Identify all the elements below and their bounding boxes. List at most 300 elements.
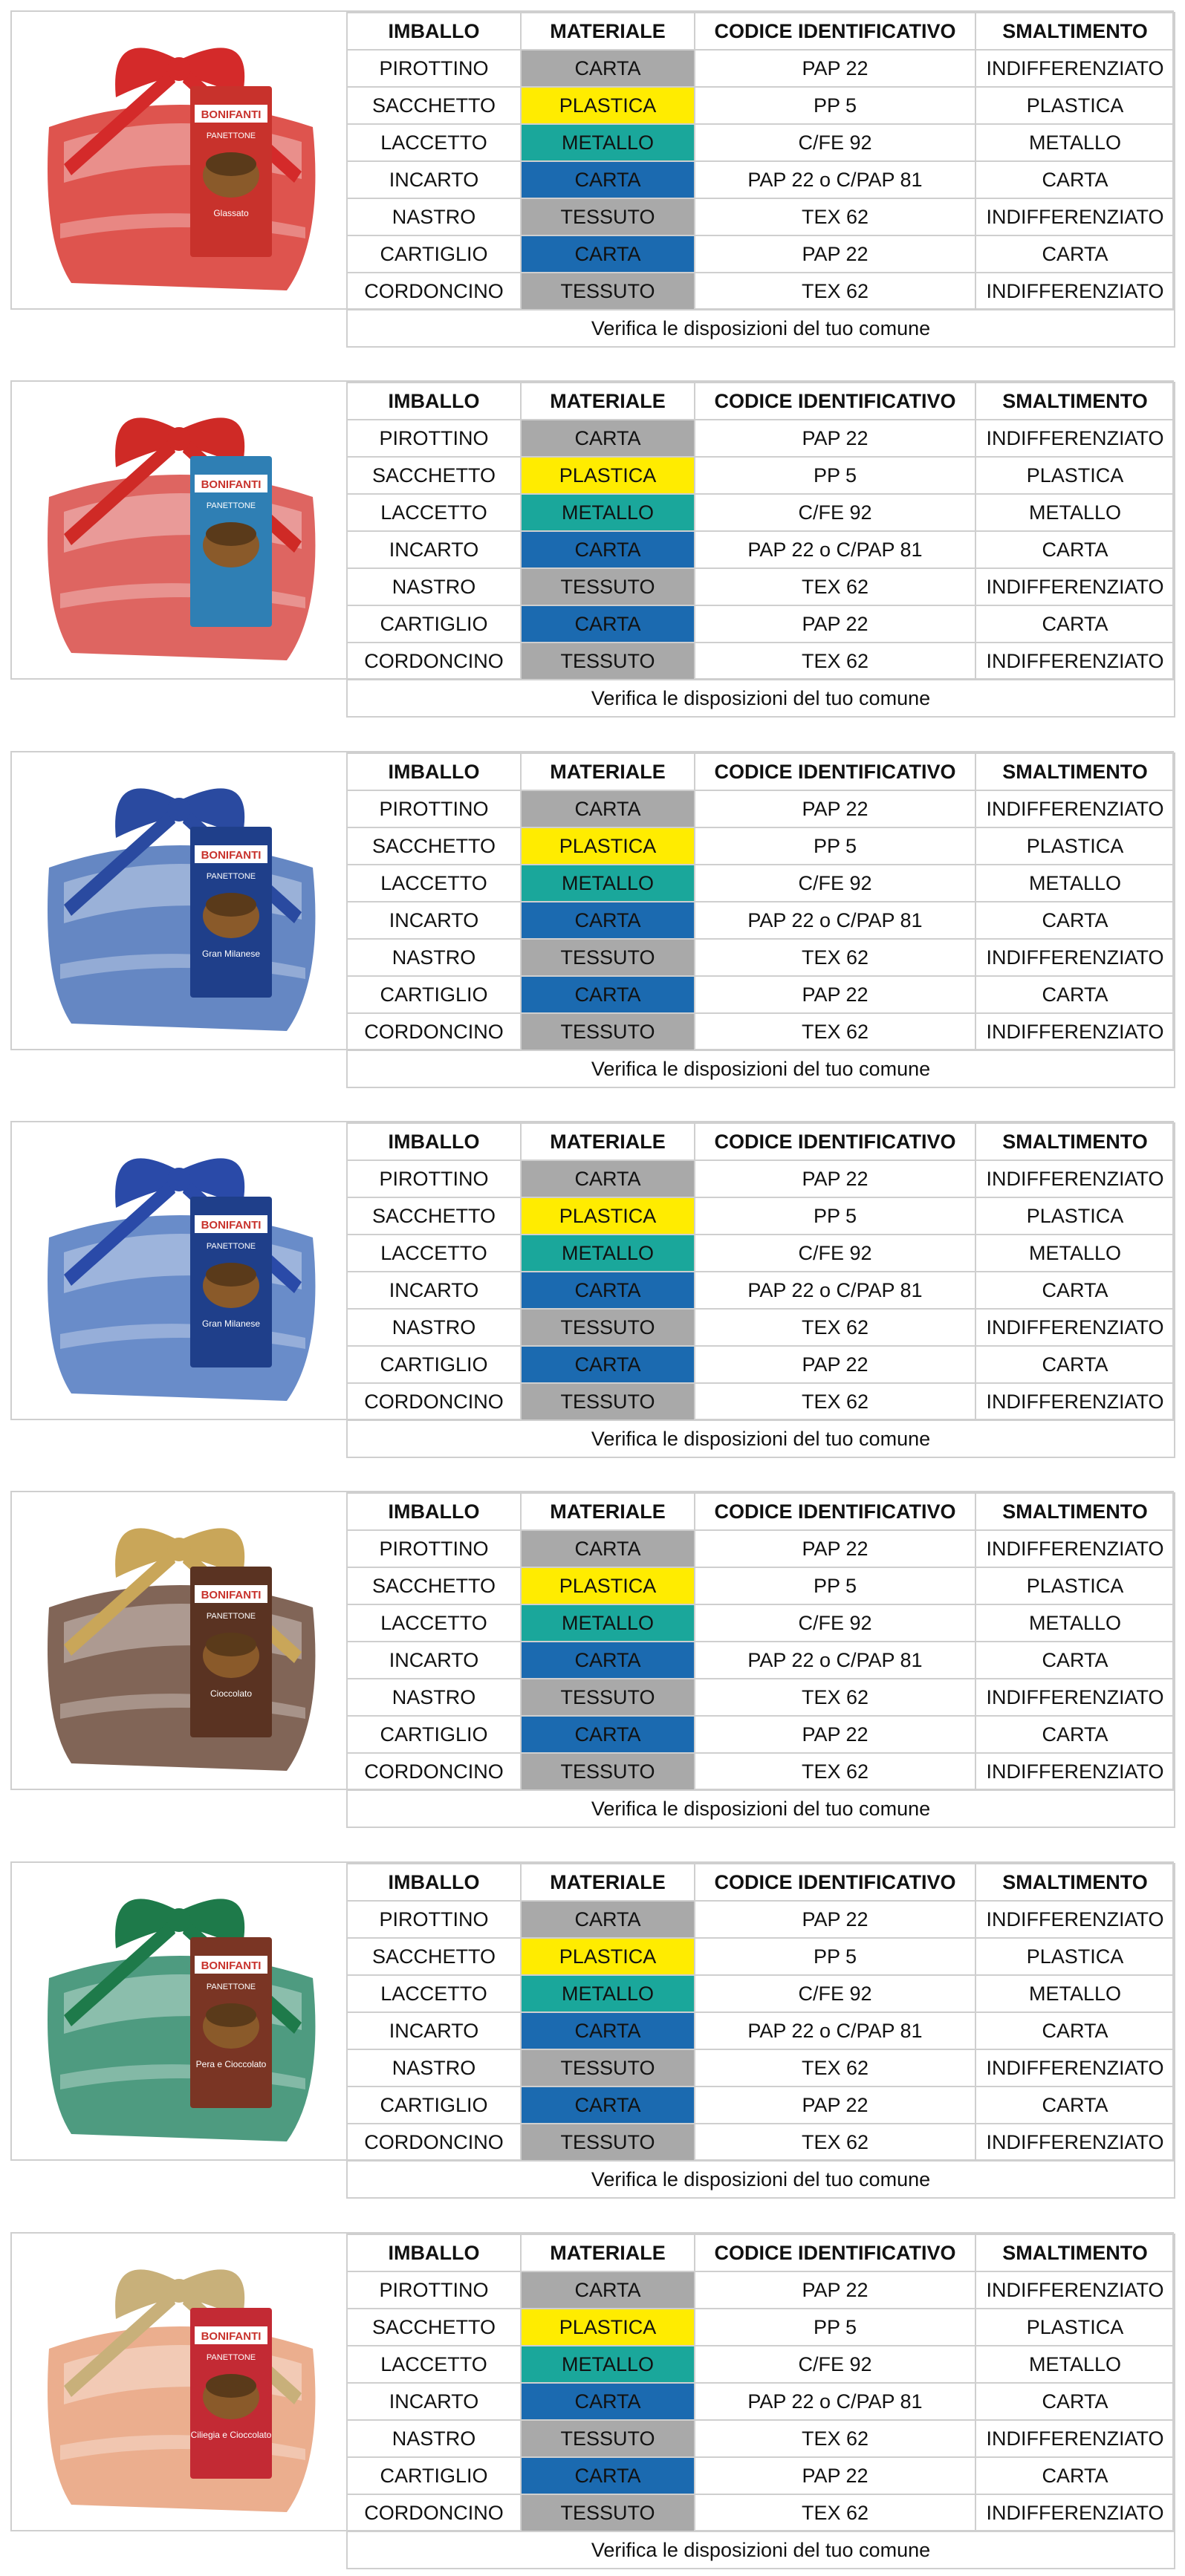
codice-cell: PAP 22: [695, 605, 975, 643]
imballo-cell: CORDONCINO: [347, 1383, 521, 1420]
imballo-cell: NASTRO: [347, 1679, 521, 1716]
column-header: IMBALLO: [347, 1123, 521, 1160]
materiale-cell: CARTA: [521, 2383, 695, 2420]
imballo-cell: CARTIGLIO: [347, 2457, 521, 2494]
table-row: [347, 1975, 1175, 2012]
smaltimento-cell: PLASTICA: [975, 2309, 1175, 2346]
materiale-cell: CARTA: [521, 2271, 695, 2309]
smaltimento-cell: INDIFFERENZIATO: [975, 1309, 1175, 1346]
imballo-cell: INCARTO: [347, 1642, 521, 1679]
materiale-cell: TESSUTO: [521, 198, 695, 235]
column-header: CODICE IDENTIFICATIVO: [695, 1864, 975, 1901]
materiale-cell: METALLO: [521, 1235, 695, 1272]
materiale-cell: TESSUTO: [521, 1383, 695, 1420]
imballo-cell: CARTIGLIO: [347, 1716, 521, 1753]
codice-cell: TEX 62: [695, 1679, 975, 1716]
imballo-cell: LACCETTO: [347, 2346, 521, 2383]
imballo-cell: CORDONCINO: [347, 2124, 521, 2161]
smaltimento-cell: CARTA: [975, 2457, 1175, 2494]
panettone-image: [12, 1122, 346, 1419]
materiale-cell: CARTA: [521, 605, 695, 643]
table-row: [347, 1642, 1175, 1679]
product-block: [10, 1861, 1174, 2190]
table-row: [347, 124, 1175, 161]
codice-cell: C/FE 92: [695, 865, 975, 902]
product-block: [10, 1121, 1174, 1450]
product-block: [10, 380, 1174, 709]
table-row: [347, 2309, 1175, 2346]
column-header: IMBALLO: [347, 1493, 521, 1530]
product-name-label: Cioccolato: [210, 1688, 253, 1699]
codice-cell: PAP 22: [695, 2087, 975, 2124]
imballo-cell: PIROTTINO: [347, 2271, 521, 2309]
imballo-cell: PIROTTINO: [347, 50, 521, 87]
table-row: [347, 1346, 1175, 1383]
brand-label: BONIFANTI: [201, 1588, 262, 1601]
smaltimento-cell: INDIFFERENZIATO: [975, 1383, 1175, 1420]
materiale-cell: TESSUTO: [521, 2420, 695, 2457]
column-header: SMALTIMENTO: [975, 383, 1175, 420]
footer-note: Verifica le disposizioni del tuo comune: [347, 1420, 1175, 1457]
codice-cell: PP 5: [695, 1938, 975, 1975]
imballo-cell: LACCETTO: [347, 865, 521, 902]
imballo-cell: CORDONCINO: [347, 1013, 521, 1050]
product-block: [10, 2232, 1174, 2561]
product-name-label: Gran Milanese: [201, 948, 261, 959]
column-header: MATERIALE: [521, 1493, 695, 1530]
product-block: [10, 10, 1174, 339]
materiale-cell: PLASTICA: [521, 2309, 695, 2346]
codice-cell: PAP 22: [695, 235, 975, 273]
imballo-cell: CORDONCINO: [347, 643, 521, 680]
table-row: [347, 235, 1175, 273]
codice-cell: PAP 22 o C/PAP 81: [695, 1272, 975, 1309]
footer-note: Verifica le disposizioni del tuo comune: [347, 2161, 1175, 2198]
table-header-row: [347, 1493, 1175, 1530]
table-row: [347, 1753, 1175, 1790]
materiale-cell: CARTA: [521, 1716, 695, 1753]
codice-cell: PP 5: [695, 457, 975, 494]
table-row: [347, 976, 1175, 1013]
table-header-row: [347, 13, 1175, 50]
imballo-cell: LACCETTO: [347, 494, 521, 531]
smaltimento-cell: CARTA: [975, 1272, 1175, 1309]
codice-cell: PAP 22: [695, 1160, 975, 1197]
smaltimento-cell: INDIFFERENZIATO: [975, 2271, 1175, 2309]
table-row: [347, 457, 1175, 494]
codice-cell: TEX 62: [695, 198, 975, 235]
table-row: [347, 605, 1175, 643]
smaltimento-cell: CARTA: [975, 902, 1175, 939]
imballo-cell: CARTIGLIO: [347, 976, 521, 1013]
column-header: MATERIALE: [521, 1123, 695, 1160]
codice-cell: PP 5: [695, 827, 975, 865]
smaltimento-cell: CARTA: [975, 605, 1175, 643]
table-header-row: [347, 1123, 1175, 1160]
smaltimento-cell: INDIFFERENZIATO: [975, 2494, 1175, 2531]
codice-cell: TEX 62: [695, 643, 975, 680]
smaltimento-cell: CARTA: [975, 161, 1175, 198]
packaging-table: [346, 1863, 1175, 2199]
panettone-image: [12, 752, 346, 1049]
materiale-cell: PLASTICA: [521, 1567, 695, 1604]
materiale-cell: METALLO: [521, 1975, 695, 2012]
brand-label: BONIFANTI: [201, 478, 262, 491]
imballo-cell: PIROTTINO: [347, 790, 521, 827]
column-header: IMBALLO: [347, 1864, 521, 1901]
table-row: [347, 1383, 1175, 1420]
codice-cell: C/FE 92: [695, 494, 975, 531]
materiale-cell: CARTA: [521, 1530, 695, 1567]
table-row: [347, 494, 1175, 531]
column-header: MATERIALE: [521, 1864, 695, 1901]
materiale-cell: CARTA: [521, 2457, 695, 2494]
table-row: [347, 1679, 1175, 1716]
imballo-cell: INCARTO: [347, 1272, 521, 1309]
column-header: IMBALLO: [347, 753, 521, 790]
imballo-cell: INCARTO: [347, 2383, 521, 2420]
table-row: [347, 902, 1175, 939]
imballo-cell: CORDONCINO: [347, 2494, 521, 2531]
codice-cell: PAP 22: [695, 2457, 975, 2494]
imballo-cell: CORDONCINO: [347, 273, 521, 310]
table-row: [347, 2457, 1175, 2494]
table-row: [347, 1197, 1175, 1235]
product-type-label: PANETTONE: [206, 1982, 256, 1991]
materiale-cell: CARTA: [521, 2087, 695, 2124]
footer-note: Verifica le disposizioni del tuo comune: [347, 310, 1175, 347]
smaltimento-cell: METALLO: [975, 1235, 1175, 1272]
table-row: [347, 1567, 1175, 1604]
codice-cell: C/FE 92: [695, 1235, 975, 1272]
smaltimento-cell: INDIFFERENZIATO: [975, 2420, 1175, 2457]
materiale-cell: TESSUTO: [521, 1309, 695, 1346]
smaltimento-cell: INDIFFERENZIATO: [975, 2049, 1175, 2087]
codice-cell: PAP 22: [695, 1346, 975, 1383]
codice-cell: TEX 62: [695, 1383, 975, 1420]
imballo-cell: NASTRO: [347, 198, 521, 235]
column-header: CODICE IDENTIFICATIVO: [695, 1123, 975, 1160]
materiale-cell: CARTA: [521, 902, 695, 939]
footer-note: Verifica le disposizioni del tuo comune: [347, 2531, 1175, 2569]
panettone-image: [12, 382, 346, 678]
materiale-cell: CARTA: [521, 2012, 695, 2049]
column-header: MATERIALE: [521, 753, 695, 790]
footer-note: Verifica le disposizioni del tuo comune: [347, 1790, 1175, 1827]
smaltimento-cell: INDIFFERENZIATO: [975, 1679, 1175, 1716]
table-row: [347, 50, 1175, 87]
imballo-cell: SACCHETTO: [347, 87, 521, 124]
table-row: [347, 420, 1175, 457]
panettone-image: [12, 2234, 346, 2530]
table-row: [347, 2271, 1175, 2309]
smaltimento-cell: CARTA: [975, 531, 1175, 568]
materiale-cell: TESSUTO: [521, 1013, 695, 1050]
smaltimento-cell: INDIFFERENZIATO: [975, 1013, 1175, 1050]
smaltimento-cell: INDIFFERENZIATO: [975, 1753, 1175, 1790]
panettone-package-icon: [19, 756, 339, 1046]
materiale-cell: TESSUTO: [521, 2124, 695, 2161]
imballo-cell: INCARTO: [347, 161, 521, 198]
materiale-cell: CARTA: [521, 790, 695, 827]
materiale-cell: TESSUTO: [521, 1753, 695, 1790]
codice-cell: TEX 62: [695, 2049, 975, 2087]
codice-cell: TEX 62: [695, 273, 975, 310]
brand-label: BONIFANTI: [201, 108, 262, 121]
codice-cell: C/FE 92: [695, 2346, 975, 2383]
panettone-package-icon: [19, 1126, 339, 1416]
materiale-cell: CARTA: [521, 50, 695, 87]
column-header: SMALTIMENTO: [975, 1493, 1175, 1530]
codice-cell: TEX 62: [695, 2420, 975, 2457]
materiale-cell: TESSUTO: [521, 568, 695, 605]
smaltimento-cell: INDIFFERENZIATO: [975, 1160, 1175, 1197]
materiale-cell: CARTA: [521, 1272, 695, 1309]
column-header: CODICE IDENTIFICATIVO: [695, 753, 975, 790]
column-header: CODICE IDENTIFICATIVO: [695, 1493, 975, 1530]
smaltimento-cell: INDIFFERENZIATO: [975, 198, 1175, 235]
table-row: [347, 939, 1175, 976]
materiale-cell: METALLO: [521, 124, 695, 161]
smaltimento-cell: PLASTICA: [975, 827, 1175, 865]
table-header-row: [347, 383, 1175, 420]
imballo-cell: LACCETTO: [347, 1235, 521, 1272]
codice-cell: PAP 22 o C/PAP 81: [695, 161, 975, 198]
imballo-cell: CARTIGLIO: [347, 1346, 521, 1383]
codice-cell: PAP 22: [695, 420, 975, 457]
table-row: [347, 2494, 1175, 2531]
table-row: [347, 1938, 1175, 1975]
smaltimento-cell: CARTA: [975, 2087, 1175, 2124]
imballo-cell: CARTIGLIO: [347, 2087, 521, 2124]
materiale-cell: PLASTICA: [521, 457, 695, 494]
materiale-cell: PLASTICA: [521, 87, 695, 124]
imballo-cell: PIROTTINO: [347, 1160, 521, 1197]
smaltimento-cell: PLASTICA: [975, 1938, 1175, 1975]
materiale-cell: TESSUTO: [521, 643, 695, 680]
table-row: [347, 643, 1175, 680]
table-header-row: [347, 753, 1175, 790]
smaltimento-cell: CARTA: [975, 1346, 1175, 1383]
codice-cell: C/FE 92: [695, 124, 975, 161]
packaging-table: [346, 1492, 1175, 1828]
column-header: SMALTIMENTO: [975, 2234, 1175, 2271]
imballo-cell: INCARTO: [347, 902, 521, 939]
table-row: [347, 2049, 1175, 2087]
panettone-image: [12, 12, 346, 308]
column-header: CODICE IDENTIFICATIVO: [695, 2234, 975, 2271]
materiale-cell: METALLO: [521, 2346, 695, 2383]
smaltimento-cell: CARTA: [975, 1642, 1175, 1679]
materiale-cell: CARTA: [521, 531, 695, 568]
materiale-cell: TESSUTO: [521, 2049, 695, 2087]
table-row: [347, 865, 1175, 902]
product-type-label: PANETTONE: [206, 1611, 256, 1621]
imballo-cell: CARTIGLIO: [347, 605, 521, 643]
panettone-package-icon: [19, 16, 339, 305]
column-header: SMALTIMENTO: [975, 1864, 1175, 1901]
codice-cell: PP 5: [695, 1567, 975, 1604]
materiale-cell: METALLO: [521, 494, 695, 531]
smaltimento-cell: PLASTICA: [975, 87, 1175, 124]
packaging-table: [346, 752, 1175, 1088]
panettone-image: [12, 1492, 346, 1789]
imballo-cell: NASTRO: [347, 939, 521, 976]
product-type-label: PANETTONE: [206, 1241, 256, 1251]
table-row: [347, 827, 1175, 865]
imballo-cell: PIROTTINO: [347, 420, 521, 457]
imballo-cell: PIROTTINO: [347, 1530, 521, 1567]
product-type-label: PANETTONE: [206, 131, 256, 140]
materiale-cell: PLASTICA: [521, 1197, 695, 1235]
imballo-cell: SACCHETTO: [347, 827, 521, 865]
table-row: [347, 1530, 1175, 1567]
codice-cell: PAP 22: [695, 1716, 975, 1753]
table-row: [347, 1901, 1175, 1938]
packaging-table: [346, 2234, 1175, 2569]
smaltimento-cell: CARTA: [975, 976, 1175, 1013]
codice-cell: TEX 62: [695, 1013, 975, 1050]
table-row: [347, 2420, 1175, 2457]
table-row: [347, 1716, 1175, 1753]
product-name-label: Pera e Cioccolato: [195, 2058, 267, 2069]
imballo-cell: SACCHETTO: [347, 2309, 521, 2346]
smaltimento-cell: METALLO: [975, 865, 1175, 902]
codice-cell: PAP 22: [695, 790, 975, 827]
table-row: [347, 2087, 1175, 2124]
materiale-cell: METALLO: [521, 865, 695, 902]
materiale-cell: TESSUTO: [521, 1679, 695, 1716]
table-row: [347, 2346, 1175, 2383]
smaltimento-cell: CARTA: [975, 2383, 1175, 2420]
smaltimento-cell: INDIFFERENZIATO: [975, 1530, 1175, 1567]
codice-cell: PP 5: [695, 2309, 975, 2346]
materiale-cell: CARTA: [521, 1642, 695, 1679]
table-row: [347, 1272, 1175, 1309]
panettone-package-icon: [19, 1867, 339, 2156]
smaltimento-cell: INDIFFERENZIATO: [975, 1901, 1175, 1938]
table-row: [347, 1309, 1175, 1346]
codice-cell: TEX 62: [695, 1309, 975, 1346]
product-type-label: PANETTONE: [206, 2352, 256, 2362]
brand-label: BONIFANTI: [201, 848, 262, 862]
packaging-table: [346, 382, 1175, 718]
smaltimento-cell: METALLO: [975, 124, 1175, 161]
column-header: MATERIALE: [521, 13, 695, 50]
table-row: [347, 2012, 1175, 2049]
panettone-image: [12, 1863, 346, 2159]
brand-label: BONIFANTI: [201, 1959, 262, 1972]
codice-cell: TEX 62: [695, 2494, 975, 2531]
imballo-cell: LACCETTO: [347, 1975, 521, 2012]
smaltimento-cell: INDIFFERENZIATO: [975, 643, 1175, 680]
codice-cell: PAP 22 o C/PAP 81: [695, 2383, 975, 2420]
smaltimento-cell: METALLO: [975, 1975, 1175, 2012]
smaltimento-cell: METALLO: [975, 494, 1175, 531]
codice-cell: PP 5: [695, 1197, 975, 1235]
smaltimento-cell: PLASTICA: [975, 1567, 1175, 1604]
imballo-cell: SACCHETTO: [347, 457, 521, 494]
table-row: [347, 198, 1175, 235]
table-row: [347, 2124, 1175, 2161]
table-header-row: [347, 1864, 1175, 1901]
column-header: MATERIALE: [521, 383, 695, 420]
codice-cell: TEX 62: [695, 568, 975, 605]
smaltimento-cell: CARTA: [975, 1716, 1175, 1753]
smaltimento-cell: PLASTICA: [975, 457, 1175, 494]
materiale-cell: CARTA: [521, 1901, 695, 1938]
product-name-label: Gran Milanese: [201, 1318, 261, 1329]
imballo-cell: SACCHETTO: [347, 1567, 521, 1604]
table-row: [347, 568, 1175, 605]
materiale-cell: PLASTICA: [521, 827, 695, 865]
product-type-label: PANETTONE: [206, 871, 256, 881]
imballo-cell: INCARTO: [347, 2012, 521, 2049]
imballo-cell: SACCHETTO: [347, 1938, 521, 1975]
codice-cell: TEX 62: [695, 1753, 975, 1790]
materiale-cell: CARTA: [521, 976, 695, 1013]
smaltimento-cell: INDIFFERENZIATO: [975, 568, 1175, 605]
panettone-package-icon: [19, 2237, 339, 2527]
imballo-cell: LACCETTO: [347, 124, 521, 161]
smaltimento-cell: INDIFFERENZIATO: [975, 273, 1175, 310]
column-header: CODICE IDENTIFICATIVO: [695, 13, 975, 50]
codice-cell: PAP 22 o C/PAP 81: [695, 2012, 975, 2049]
table-row: [347, 1160, 1175, 1197]
smaltimento-cell: INDIFFERENZIATO: [975, 420, 1175, 457]
materiale-cell: METALLO: [521, 1604, 695, 1642]
smaltimento-cell: PLASTICA: [975, 1197, 1175, 1235]
materiale-cell: CARTA: [521, 420, 695, 457]
materiale-cell: CARTA: [521, 1346, 695, 1383]
footer-note: Verifica le disposizioni del tuo comune: [347, 1050, 1175, 1087]
panettone-package-icon: [19, 386, 339, 675]
codice-cell: C/FE 92: [695, 1975, 975, 2012]
materiale-cell: TESSUTO: [521, 2494, 695, 2531]
imballo-cell: CORDONCINO: [347, 1753, 521, 1790]
imballo-cell: PIROTTINO: [347, 1901, 521, 1938]
smaltimento-cell: INDIFFERENZIATO: [975, 939, 1175, 976]
product-name-label: Glassato: [213, 207, 249, 218]
codice-cell: PAP 22: [695, 50, 975, 87]
packaging-table: [346, 1122, 1175, 1458]
codice-cell: PAP 22 o C/PAP 81: [695, 1642, 975, 1679]
materiale-cell: CARTA: [521, 161, 695, 198]
column-header: IMBALLO: [347, 13, 521, 50]
panettone-package-icon: [19, 1496, 339, 1786]
codice-cell: PAP 22: [695, 976, 975, 1013]
imballo-cell: NASTRO: [347, 2420, 521, 2457]
smaltimento-cell: CARTA: [975, 235, 1175, 273]
imballo-cell: CARTIGLIO: [347, 235, 521, 273]
column-header: SMALTIMENTO: [975, 1123, 1175, 1160]
codice-cell: PAP 22: [695, 1901, 975, 1938]
column-header: SMALTIMENTO: [975, 13, 1175, 50]
table-row: [347, 1235, 1175, 1272]
materiale-cell: CARTA: [521, 235, 695, 273]
materiale-cell: PLASTICA: [521, 1938, 695, 1975]
smaltimento-cell: INDIFFERENZIATO: [975, 50, 1175, 87]
imballo-cell: SACCHETTO: [347, 1197, 521, 1235]
packaging-table: [346, 12, 1175, 348]
footer-note: Verifica le disposizioni del tuo comune: [347, 680, 1175, 717]
brand-label: BONIFANTI: [201, 1218, 262, 1232]
column-header: MATERIALE: [521, 2234, 695, 2271]
table-row: [347, 790, 1175, 827]
table-row: [347, 531, 1175, 568]
codice-cell: TEX 62: [695, 2124, 975, 2161]
codice-cell: TEX 62: [695, 939, 975, 976]
